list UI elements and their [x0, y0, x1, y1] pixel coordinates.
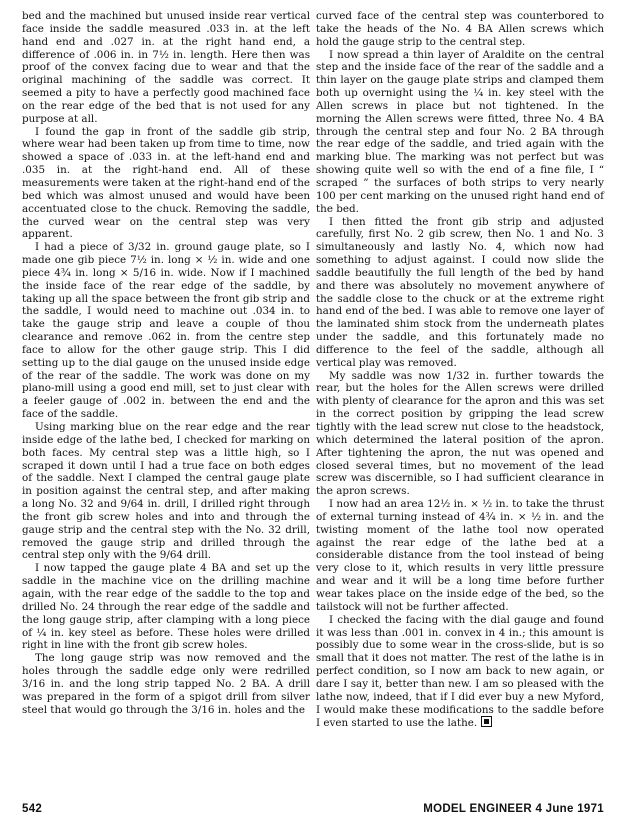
- final-paragraph-text: I checked the facing with the dial gauge and found it was less than .001 in. convex in 4 in.; this amount is possibly due to some wear in the cross-slide, but is so small that it does not matter. The rest of the lathe is in perfect condition, so I now am back to new again, or dare I say it, better than new. I am so pleased with the lathe now, indeed, that if I did ever buy a new Myford, I would make these modifications to the saddle before I even started to use the lathe.: [316, 613, 604, 730]
- page-number: 542: [22, 803, 43, 815]
- paragraph: My saddle was now 1/32 in. further towards the rear, but the holes for the Allen screws were drilled with plenty of clearance for the apron and this was set in the correct position by gripping the lead screw tightly with the lead screw nut close to the headstock, which determined the lateral position of the apron. After tightening the apron, the nut was opened and closed several times, but no movement of the lead screw was discernible, so I had sufficient clearance in the apron screws.: [316, 369, 604, 498]
- paragraph: I had a piece of 3/32 in. ground gauge plate, so I made one gib piece 7½ in. long × ½ in. wide and one piece 4¾ in. long × 5/16 in. wide. Now if I machined the inside face of the rear edge of the saddle, by taking up all the space between the front gib strip and the saddle, I would need to machine out .034 in. to take the gauge strip and leave a couple of thou clearance and remove .062 in. from the centre step face to allow for the other gauge strip. This I did setting up to the dial gauge on the unused inside edge of the rear of the saddle. The work was done on my plano-mill using a good end mill, set to just clear with a feeler gauge of .002 in. between the end and the face of the saddle.: [22, 241, 310, 421]
- paragraph: curved face of the central step was counterbored to take the heads of the No. 4 BA Allen screws which hold the gauge strip to the central step.: [316, 10, 604, 48]
- left-column: [22, 10, 310, 716]
- publication-line: MODEL ENGINEER 4 June 1971: [423, 803, 604, 815]
- paragraph: I then fitted the front gib strip and adjusted carefully, first No. 2 gib screw, then No. 1 and No. 3 simultaneously and lastly No. 4, which now had something to adjust against. I could now slide the saddle beautifully the full length of the bed by hand and there was absolutely no movement anywhere of the saddle close to the chuck or at the extreme right hand end of the bed. I was able to remove one layer of the laminated shim stock from the underneath plates under the saddle, and this fortunately made no difference to the feel of the saddle, although all vertical play was removed.: [316, 215, 604, 369]
- paragraph: I now spread a thin layer of Araldite on the central step and the inside face of the rear of the saddle and a thin layer on the gauge plate strips and clamped them both up overnight using the ¼ in. key steel with the Allen screws in place but not tightened. In the morning the Allen screws were fitted, three No. 4 BA through the central step and four No. 2 BA through the rear edge of the saddle, and tried again with the marking blue. The marking was not perfect but was showing quite well so with the end of a fine file, I “ scraped ” the surfaces of both strips to very nearly 100 per cent marking on the unused right hand end of the bed.: [316, 48, 604, 215]
- paragraph: I now tapped the gauge plate 4 BA and set up the saddle in the machine vice on the drilling machine again, with the rear edge of the saddle to the top and drilled No. 24 through the rear edge of the saddle and the long gauge strip, after clamping with a long piece of ¼ in. key steel as before. These holes were drilled right in line with the front gib screw holes.: [22, 562, 310, 652]
- right-column: [316, 10, 604, 730]
- paragraph: Using marking blue on the rear edge and the rear inside edge of the lathe bed, I checked for marking on both faces. My central step was a little high, so I scraped it down until I had a true face on both edges of the saddle. Next I clamped the central gauge plate in position against the central step, and after making a long No. 32 and 9/64 in. drill, I drilled right through the front gib screw holes and into and through the gauge strip and the central step with the No. 32 drill, removed the gauge strip and drilled through the central step only with the 9/64 drill.: [22, 421, 310, 562]
- paragraph: I found the gap in front of the saddle gib strip, where wear had been taken up from time to time, now showed a space of .033 in. at the left-hand end and .035 in. at the right-hand end. All of these measurements were taken at the right-hand end of the bed which was almost unused and would have been accentuated close to the chuck. Removing the saddle, the curved wear on the central step was very apparent.: [22, 125, 310, 241]
- paragraph: The long gauge strip was now removed and the holes through the saddle edge only were redrilled 3/16 in. and the long strip tapped No. 2 BA. A drill was prepared in the form of a spigot drill from silver steel that would go through the 3/16 in. holes and the: [22, 652, 310, 716]
- paragraph-final: [316, 614, 604, 731]
- page-footer: [22, 803, 604, 819]
- end-of-article-icon: [481, 716, 492, 727]
- paragraph: bed and the machined but unused inside rear vertical face inside the saddle measured .033 in. at the left hand end and .027 in. at the right hand end, a difference of .006 in. in 7½ in. length. Here then was proof of the convex facing due to wear and that the original machining of the saddle was correct. It seemed a pity to have a perfectly good machined face on the rear edge of the bed that is not used for any purpose at all.: [22, 10, 310, 125]
- paragraph: I now had an area 12½ in. × ½ in. to take the thrust of external turning instead of 4¾ in. × ½ in. and the twisting moment of the lathe tool now operated against the rear edge of the lathe bed at a considerable distance from the tool instead of being very close to it, which results in very little pressure and wear and it will be a long time before further wear takes place on the inside edge of the bed, so the tailstock will not be further affected.: [316, 498, 604, 613]
